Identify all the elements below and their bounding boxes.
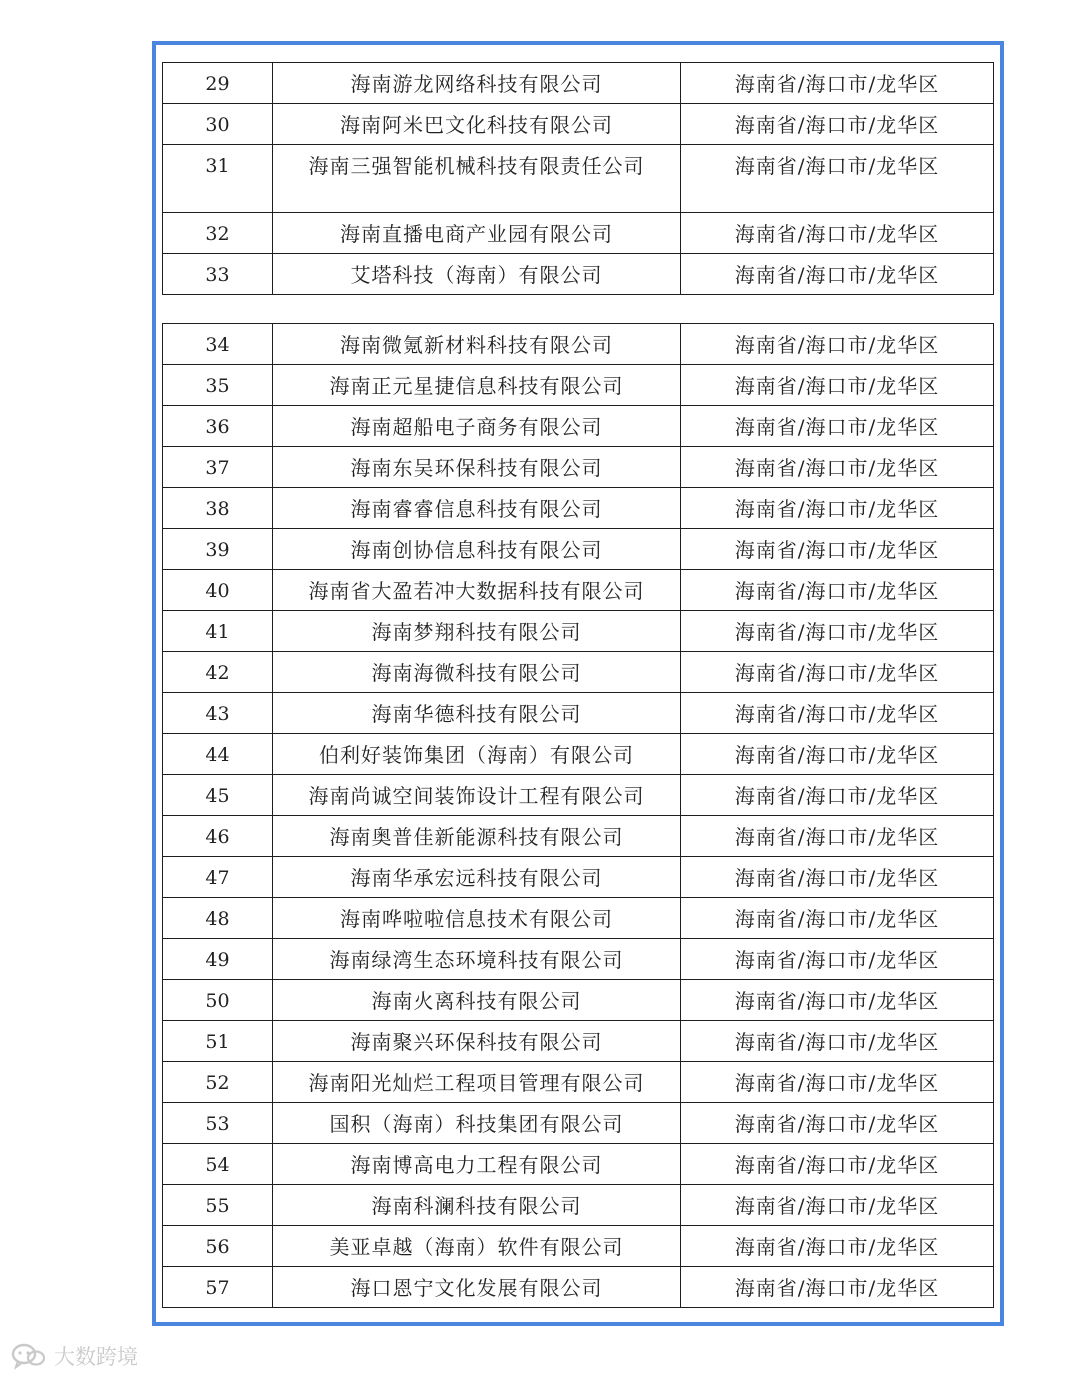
company-name-text: 海南阳光灿烂工程项目管理有限公司 <box>308 1071 645 1095</box>
company-name <box>273 980 681 1021</box>
row-number: 52 <box>163 1062 273 1103</box>
company-name <box>273 652 681 693</box>
row-number: 38 <box>163 488 273 529</box>
company-table-bottom-body <box>163 324 994 1308</box>
company-name <box>273 63 681 104</box>
company-name <box>273 104 681 145</box>
company-name-text: 海南火离科技有限公司 <box>371 989 582 1013</box>
region: 海南省/海口市/龙华区 <box>681 939 994 980</box>
company-name-text: 海南海微科技有限公司 <box>371 661 582 685</box>
table-row <box>163 254 994 295</box>
company-name <box>273 570 681 611</box>
company-name-text: 海南睿睿信息科技有限公司 <box>350 497 603 521</box>
company-name-text: 海南梦翔科技有限公司 <box>371 620 582 644</box>
row-number: 48 <box>163 898 273 939</box>
company-name-text: 海南三强智能机械科技有限责任公司 <box>308 154 645 178</box>
company-name-text: 海南科澜科技有限公司 <box>371 1194 582 1218</box>
company-name <box>273 145 681 213</box>
company-name-text: 海南微氪新材料科技有限公司 <box>340 333 613 357</box>
row-number: 53 <box>163 1103 273 1144</box>
company-name <box>273 611 681 652</box>
company-name <box>273 1144 681 1185</box>
region: 海南省/海口市/龙华区 <box>681 693 994 734</box>
company-name <box>273 324 681 365</box>
table-row <box>163 529 994 570</box>
wechat-logo-icon <box>10 1341 48 1371</box>
table-row <box>163 898 994 939</box>
company-table-bottom <box>162 323 994 1308</box>
region: 海南省/海口市/龙华区 <box>681 980 994 1021</box>
company-name-text: 伯利好装饰集团（海南）有限公司 <box>319 743 634 767</box>
company-name-text: 海南游龙网络科技有限公司 <box>350 72 603 96</box>
company-name <box>273 1267 681 1308</box>
company-name-text: 艾塔科技（海南）有限公司 <box>350 263 603 287</box>
region: 海南省/海口市/龙华区 <box>681 324 994 365</box>
table-row <box>163 145 994 213</box>
company-name-text: 海南直播电商产业园有限公司 <box>340 222 613 246</box>
region: 海南省/海口市/龙华区 <box>681 365 994 406</box>
company-name <box>273 365 681 406</box>
row-number: 50 <box>163 980 273 1021</box>
row-number: 37 <box>163 447 273 488</box>
row-number: 43 <box>163 693 273 734</box>
table-row <box>163 816 994 857</box>
region: 海南省/海口市/龙华区 <box>681 898 994 939</box>
company-name <box>273 254 681 295</box>
company-name <box>273 213 681 254</box>
row-number: 46 <box>163 816 273 857</box>
company-name <box>273 1103 681 1144</box>
table-row <box>163 324 994 365</box>
region: 海南省/海口市/龙华区 <box>681 1226 994 1267</box>
company-name-text: 海南博高电力工程有限公司 <box>350 1153 603 1177</box>
table-row <box>163 365 994 406</box>
company-name-text: 海南绿湾生态环境科技有限公司 <box>329 948 624 972</box>
row-number: 55 <box>163 1185 273 1226</box>
row-number: 44 <box>163 734 273 775</box>
region: 海南省/海口市/龙华区 <box>681 1267 994 1308</box>
table-row <box>163 939 994 980</box>
watermark-text: 大数跨境 <box>54 1345 138 1369</box>
company-name-text: 美亚卓越（海南）软件有限公司 <box>329 1235 624 1259</box>
company-name <box>273 775 681 816</box>
row-number: 51 <box>163 1021 273 1062</box>
table-row <box>163 1185 994 1226</box>
company-name <box>273 406 681 447</box>
company-name <box>273 939 681 980</box>
company-name-text: 海口恩宁文化发展有限公司 <box>350 1276 603 1300</box>
company-name <box>273 1226 681 1267</box>
table-row <box>163 1144 994 1185</box>
region: 海南省/海口市/龙华区 <box>681 145 994 213</box>
company-name-text: 海南创协信息科技有限公司 <box>350 538 603 562</box>
company-name-text: 海南东吴环保科技有限公司 <box>350 456 603 480</box>
company-name <box>273 734 681 775</box>
row-number: 36 <box>163 406 273 447</box>
region: 海南省/海口市/龙华区 <box>681 734 994 775</box>
table-row <box>163 447 994 488</box>
row-number: 33 <box>163 254 273 295</box>
row-number: 57 <box>163 1267 273 1308</box>
row-number: 35 <box>163 365 273 406</box>
row-number: 32 <box>163 213 273 254</box>
region: 海南省/海口市/龙华区 <box>681 1103 994 1144</box>
company-name-text: 海南省大盈若冲大数据科技有限公司 <box>308 579 645 603</box>
company-name-text: 海南哗啦啦信息技术有限公司 <box>340 907 613 931</box>
row-number: 47 <box>163 857 273 898</box>
table-row <box>163 1103 994 1144</box>
table-row <box>163 406 994 447</box>
region: 海南省/海口市/龙华区 <box>681 104 994 145</box>
table-row <box>163 857 994 898</box>
table-row <box>163 1267 994 1308</box>
region: 海南省/海口市/龙华区 <box>681 775 994 816</box>
row-number: 30 <box>163 104 273 145</box>
company-name <box>273 1062 681 1103</box>
row-number: 40 <box>163 570 273 611</box>
row-number: 45 <box>163 775 273 816</box>
region: 海南省/海口市/龙华区 <box>681 529 994 570</box>
company-table-top-body <box>163 63 994 295</box>
region: 海南省/海口市/龙华区 <box>681 1185 994 1226</box>
company-name <box>273 529 681 570</box>
company-name <box>273 1021 681 1062</box>
table-row <box>163 1226 994 1267</box>
region: 海南省/海口市/龙华区 <box>681 1144 994 1185</box>
region: 海南省/海口市/龙华区 <box>681 488 994 529</box>
row-number: 56 <box>163 1226 273 1267</box>
region: 海南省/海口市/龙华区 <box>681 1021 994 1062</box>
table-row <box>163 1062 994 1103</box>
row-number: 29 <box>163 63 273 104</box>
table-row <box>163 570 994 611</box>
company-name <box>273 447 681 488</box>
region: 海南省/海口市/龙华区 <box>681 1062 994 1103</box>
region: 海南省/海口市/龙华区 <box>681 254 994 295</box>
company-name-text: 海南尚诚空间装饰设计工程有限公司 <box>308 784 645 808</box>
company-name-text: 海南阿米巴文化科技有限公司 <box>340 113 613 137</box>
table-row <box>163 611 994 652</box>
company-name-text: 海南华承宏远科技有限公司 <box>350 866 603 890</box>
region: 海南省/海口市/龙华区 <box>681 611 994 652</box>
company-name-text: 海南奥普佳新能源科技有限公司 <box>329 825 624 849</box>
company-name <box>273 857 681 898</box>
company-name <box>273 898 681 939</box>
region: 海南省/海口市/龙华区 <box>681 857 994 898</box>
region: 海南省/海口市/龙华区 <box>681 406 994 447</box>
company-name-text: 国积（海南）科技集团有限公司 <box>329 1112 624 1136</box>
company-name <box>273 816 681 857</box>
table-row <box>163 775 994 816</box>
company-name-text: 海南华德科技有限公司 <box>371 702 582 726</box>
row-number: 39 <box>163 529 273 570</box>
region: 海南省/海口市/龙华区 <box>681 447 994 488</box>
row-number: 49 <box>163 939 273 980</box>
region: 海南省/海口市/龙华区 <box>681 63 994 104</box>
table-row <box>163 104 994 145</box>
table-row <box>163 652 994 693</box>
region: 海南省/海口市/龙华区 <box>681 652 994 693</box>
company-name-text: 海南聚兴环保科技有限公司 <box>350 1030 603 1054</box>
table-row <box>163 488 994 529</box>
company-name-text: 海南超船电子商务有限公司 <box>350 415 603 439</box>
row-number: 54 <box>163 1144 273 1185</box>
region: 海南省/海口市/龙华区 <box>681 816 994 857</box>
company-name <box>273 488 681 529</box>
table-row <box>163 63 994 104</box>
region: 海南省/海口市/龙华区 <box>681 213 994 254</box>
company-name <box>273 693 681 734</box>
row-number: 31 <box>163 145 273 213</box>
table-row <box>163 693 994 734</box>
table-row <box>163 734 994 775</box>
company-name-text: 海南正元星捷信息科技有限公司 <box>329 374 624 398</box>
row-number: 34 <box>163 324 273 365</box>
row-number: 41 <box>163 611 273 652</box>
region: 海南省/海口市/龙华区 <box>681 570 994 611</box>
table-row <box>163 213 994 254</box>
table-row <box>163 1021 994 1062</box>
row-number: 42 <box>163 652 273 693</box>
company-table-top <box>162 62 994 295</box>
company-name <box>273 1185 681 1226</box>
watermark <box>10 1340 138 1372</box>
table-row <box>163 980 994 1021</box>
